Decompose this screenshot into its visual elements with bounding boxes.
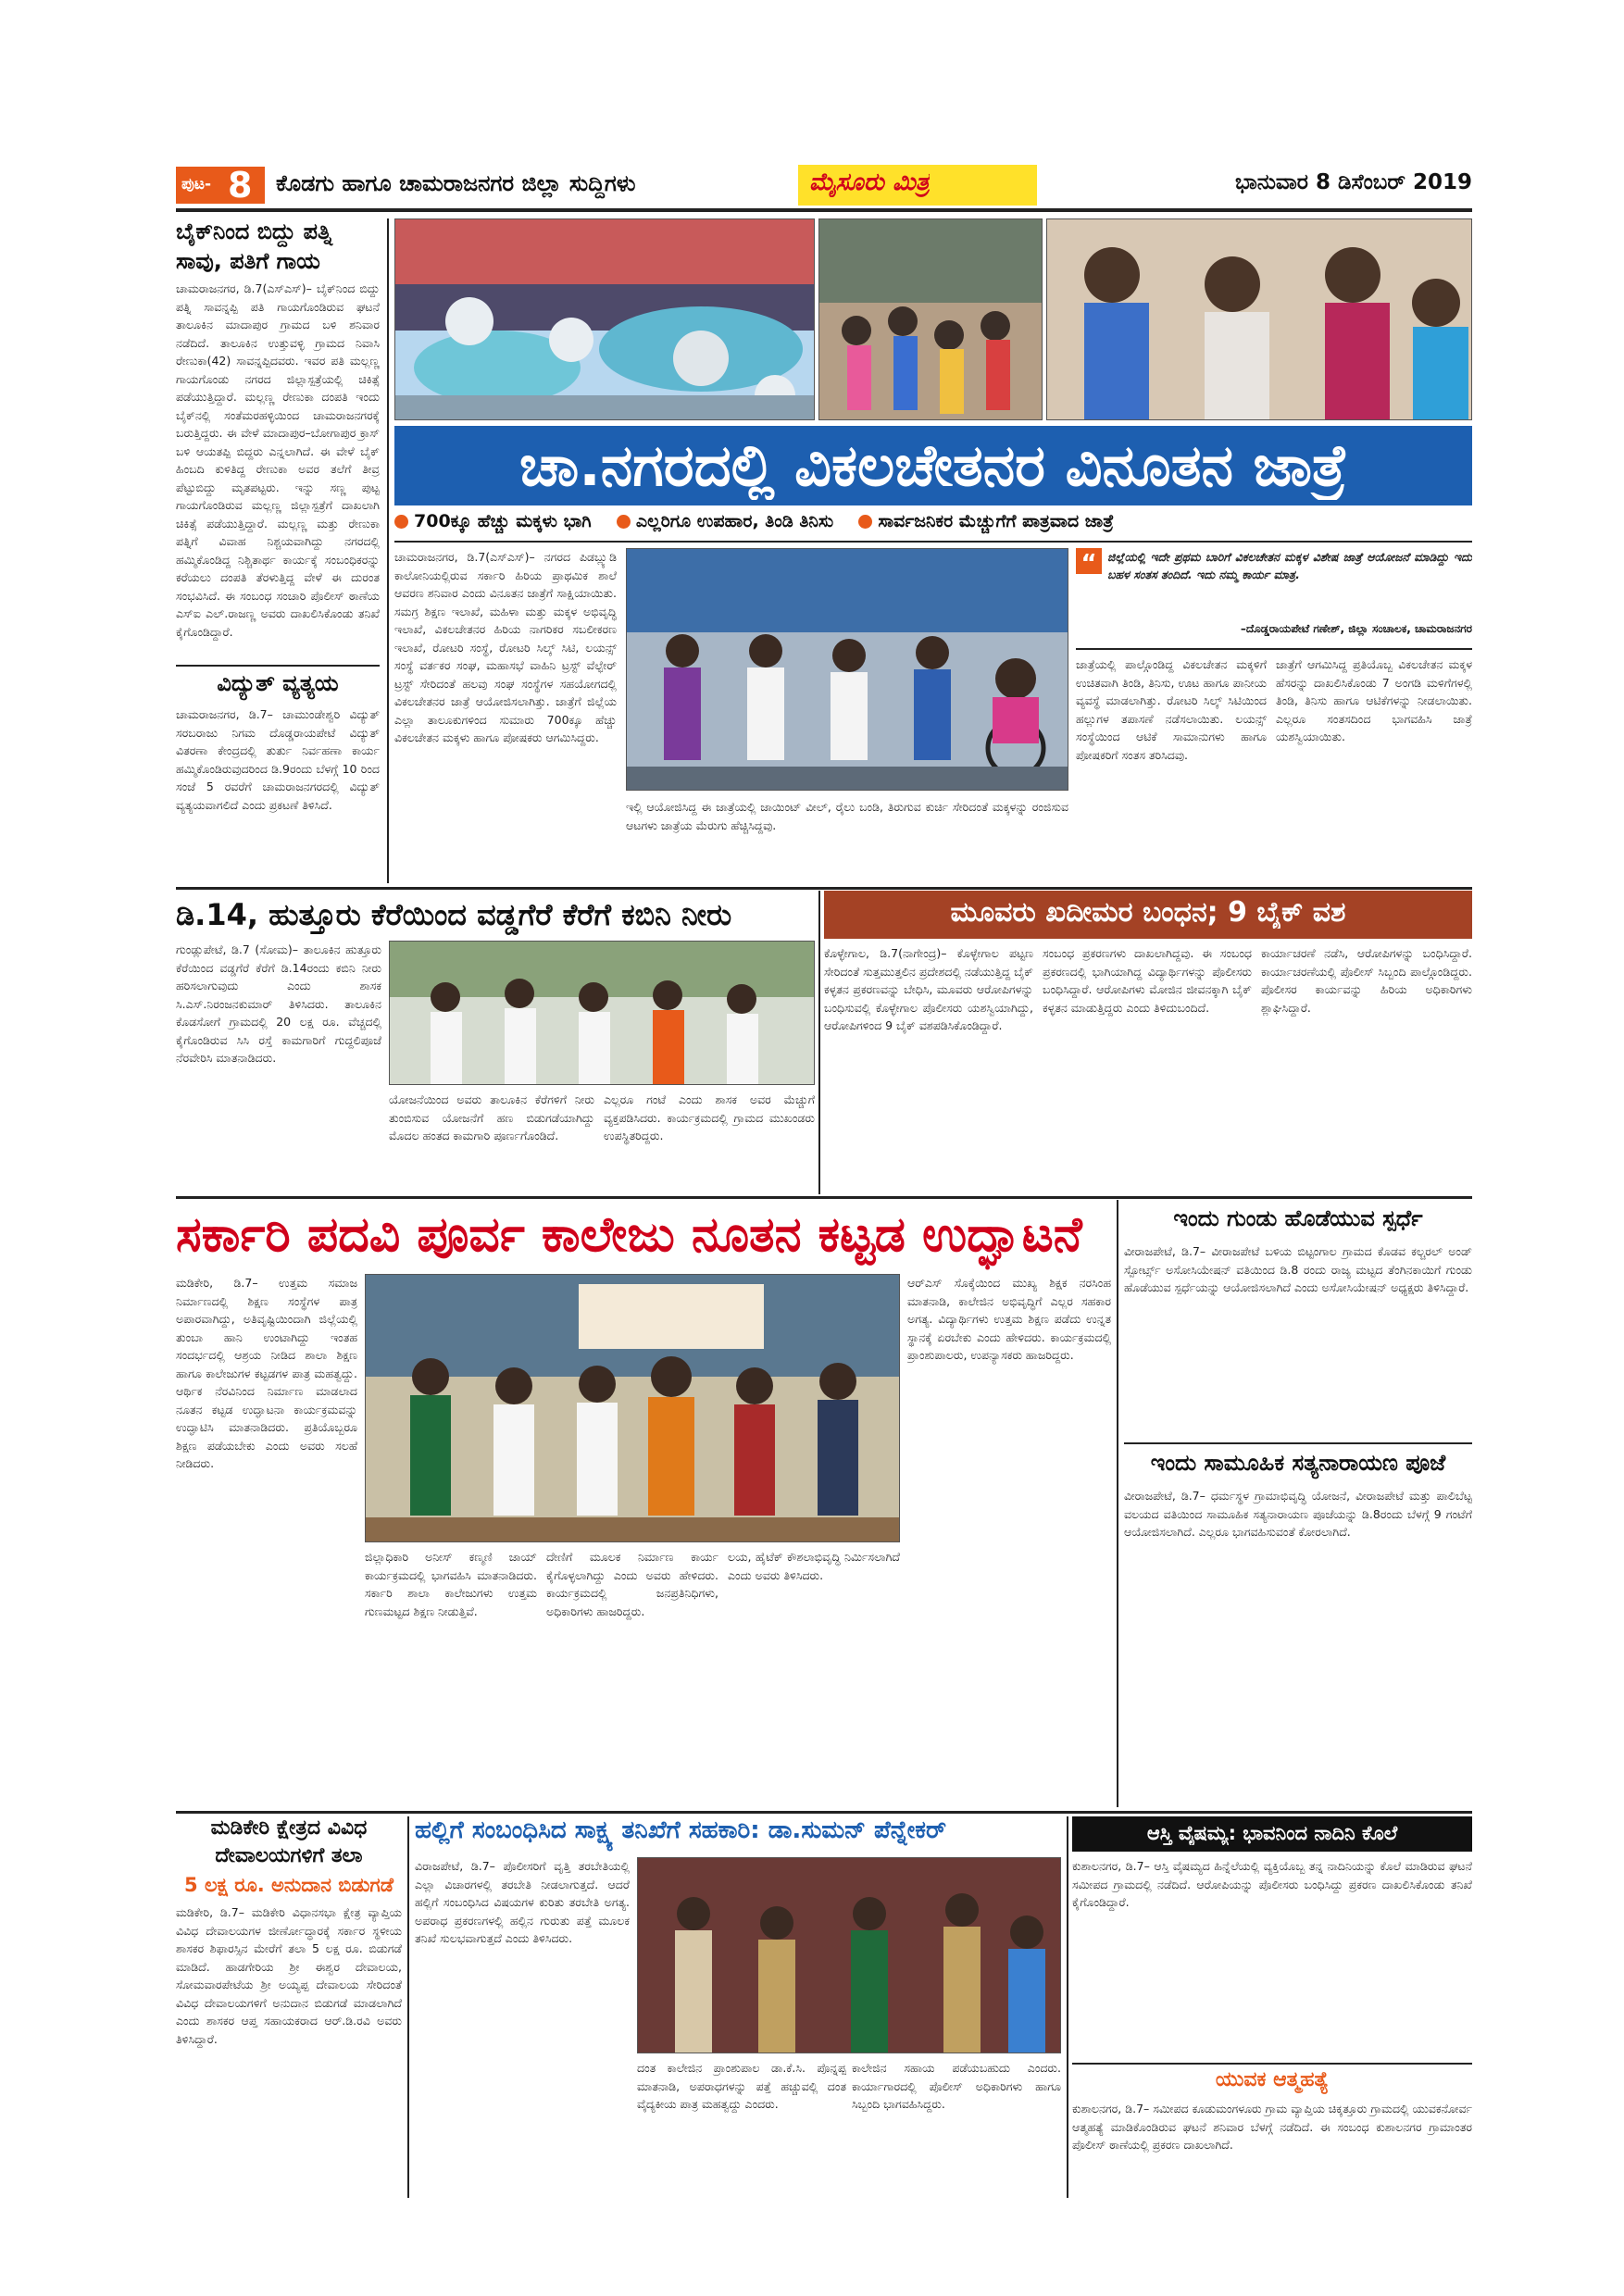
- temples-body: ಮಡಿಕೇರಿ, ಡಿ.7– ಮಡಿಕೇರಿ ವಿಧಾನಸಭಾ ಕ್ಷೇತ್ರ ವ್ಯಾಪ್ತಿಯ ವಿವಿಧ ದೇವಾಲಯಗಳ ಜೀರ್ಣೋದ್ಧಾರಕ್ಕೆ ಸರ್ಕಾರ ಸ್ಥಳೀಯ ಶಾಸಕರ ಶಿಫಾರಸ್ಸಿನ ಮೇರೆಗೆ ತಲಾ 5 ಲಕ್ಷ ರೂ. ಬಿಡುಗಡೆ ಮಾಡಿದೆ. ಹಾಡಗೇರಿಯ ಶ್ರೀ ಈಶ್ವರ ದೇವಾಲಯ, ಸೋಮವಾರಪೇಟೆಯ ಶ್ರೀ ಅಯ್ಯಪ್ಪ ದೇವಾಲಯ ಸೇರಿದಂತೆ ವಿವಿಧ ದೇವಾಲಯಗಳಿಗೆ ಅನುದಾನ ಬಿಡುಗಡೆ ಮಾಡಲಾಗಿದೆ ಎಂದು ಶಾಸಕರ ಆಪ್ತ ಸಹಾಯಕರಾದ ಆರ್.ಡಿ.ರವಿ ಅವರು ತಿಳಿಸಿದ್ದಾರೆ.: [176, 1905, 402, 2046]
- gun-pooja-rule: [1124, 1442, 1472, 1444]
- photo-crowd: [818, 218, 1043, 420]
- paper-name: ಮೈಸೂರು ಮಿತ್ರ: [809, 168, 930, 196]
- jatre-col-1: ಚಾಮರಾಜನಗರ, ಡಿ.7(ಎಸ್‌ಎಸ್)– ನಗರದ ಪಿಡಬ್ಲ್ಯುಡಿ ಕಾಲೋನಿಯಲ್ಲಿರುವ ಸರ್ಕಾರಿ ಹಿರಿಯ ಪ್ರಾಥಮಿಕ ಶಾಲೆ ಆವರಣ ಶನಿವಾರ ಎಂದು ವಿನೂತನ ಜಾತ್ರೆಗೆ ಸಾಕ್ಷಿಯಾಯಿತು. ಸಮಗ್ರ ಶಿಕ್ಷಣ ಇಲಾಖೆ, ಮಹಿಳಾ ಮತ್ತು ಮಕ್ಕಳ ಅಭಿವೃದ್ಧಿ ಇಲಾಖೆ, ವಿಕಲಚೇತನರ ಹಿರಿಯ ನಾಗರಿಕರ ಸಬಲೀಕರಣ ಇಲಾಖೆ, ರೋಟರಿ ಸಂಸ್ಥೆ, ರೋಟರಿ ಸಿಲ್ಕ್ ಸಿಟಿ, ಲಯನ್ಸ್ ಸಂಸ್ಥೆ ವರ್ತಕರ ಸಂಘ, ಮಹಾಸಭೆ ವಾಹಿನಿ ಟ್ರಸ್ಟ್ ವೆಲ್ಫೇರ್ ಟ್ರಸ್ಟ್ ಸೇರಿದಂತೆ ಹಲವು ಸಂಘ ಸಂಸ್ಥೆಗಳ ಸಹಯೋಗದಲ್ಲಿ ವಿಕಲಚೇತನರ ಜಾತ್ರೆ ಆಯೋಜಿಸಲಾಗಿತ್ತು. ಜಾತ್ರೆಗೆ ಜಿಲ್ಲೆಯ ಎಲ್ಲಾ ತಾಲೂಕುಗಳಿಂದ ಸುಮಾರು 700ಕ್ಕೂ ಹೆಚ್ಚು ವಿಕಲಚೇತನ ಮಕ್ಕಳು ಹಾಗೂ ಪೋಷಕರು ಆಗಮಿಸಿದ್ದರು.: [394, 550, 617, 744]
- murder-suicide-rule: [1072, 2063, 1472, 2065]
- dental-col-1: ವಿರಾಜಪೇಟೆ, ಡಿ.7– ಪೊಲೀಸರಿಗೆ ವೃತ್ತಿ ತರಬೇತಿಯಲ್ಲಿ ಎಲ್ಲಾ ವಿಚಾರಗಳಲ್ಲಿ ತರಬೇತಿ ನೀಡಲಾಗುತ್ತದೆ. ಆದರೆ ಹಲ್ಲಿಗೆ ಸಂಬಂಧಿಸಿದ ವಿಷಯಗಳ ಕುರಿತು ತರಬೇತಿ ಅಗತ್ಯ. ಅಪರಾಧ ಪ್ರಕರಣಗಳಲ್ಲಿ ಹಲ್ಲಿನ ಗುರುತು ಪತ್ತೆ ಮೂಲಕ ತನಿಖೆ ಸುಲಭವಾಗುತ್ತದೆ ಎಂದು ತಿಳಿಸಿದರು.: [415, 1859, 630, 1945]
- jatre-sub-3: ಸಾರ್ವಜನಿಕರ ಮೆಚ್ಚುಗೆಗೆ ಪಾತ್ರವಾದ ಜಾತ್ರೆ: [878, 511, 1114, 531]
- college-col-5: ಆರ್‌ಎಸ್ ಸೊಕ್ಕೆಯಿಂದ ಮುಖ್ಯ ಶಿಕ್ಷಕ ನರಸಿಂಹ ಮಾತನಾಡಿ, ಕಾಲೇಜಿನ ಅಭಿವೃದ್ಧಿಗೆ ಎಲ್ಲರ ಸಹಕಾರ ಅಗತ್ಯ. ವಿದ್ಯಾರ್ಥಿಗಳು ಉತ್ತಮ ಶಿಕ್ಷಣ ಪಡೆದು ಉನ್ನತ ಸ್ಥಾನಕ್ಕೆ ಏರಬೇಕು ಎಂದು ಹೇಳಿದರು. ಕಾರ್ಯಕ್ರಮದಲ್ಲಿ ಪ್ರಾಂಶುಪಾಲರು, ಉಪನ್ಯಾಸಕರು ಹಾಜರಿದ್ದರು.: [907, 1276, 1111, 1362]
- section-rule-2: [176, 1196, 1472, 1199]
- college-col-1: ಮಡಿಕೇರಿ, ಡಿ.7– ಉತ್ತಮ ಸಮಾಜ ನಿರ್ಮಾಣದಲ್ಲಿ ಶಿಕ್ಷಣ ಸಂಸ್ಥೆಗಳ ಪಾತ್ರ ಅಪಾರವಾಗಿದ್ದು, ಅತಿವೃಷ್ಟಿಯಿಂದಾಗಿ ಜಿಲ್ಲೆಯಲ್ಲಿ ತುಂಬಾ ಹಾನಿ ಉಂಟಾಗಿದ್ದು ಇಂತಹ ಸಂದರ್ಭದಲ್ಲಿ ಆಶ್ರಯ ನೀಡಿದ ಶಾಲಾ ಶಿಕ್ಷಣ ಹಾಗೂ ಕಾಲೇಜುಗಳ ಕಟ್ಟಡಗಳ ಪಾತ್ರ ಮಹತ್ವದ್ದು. ಆರ್ಥಿಕ ನೆರವಿನಿಂದ ನಿರ್ಮಾಣ ಮಾಡಲಾದ ನೂತನ ಕಟ್ಟಡ ಉದ್ಘಾಟನಾ ಕಾರ್ಯಕ್ರಮವನ್ನು ಉದ್ಘಾಟಿಸಿ ಮಾತನಾಡಿದರು. ಪ್ರತಿಯೊಬ್ಬರೂ ಶಿಕ್ಷಣ ಪಡೆಯಬೇಕು ಎಂದು ಅವರು ಸಲಹೆ ನೀಡಿದರು.: [176, 1276, 357, 1470]
- arrest-headline: ಮೂವರು ಖದೀಮರ ಬಂಧನ; 9 ಬೈಕ್ ವಶ: [950, 896, 1346, 929]
- jatre-col-2: ಇಲ್ಲಿ ಆಯೋಜಿಸಿದ್ದ ಈ ಜಾತ್ರೆಯಲ್ಲಿ ಜಾಯಿಂಟ್ ವೀಲ್, ರೈಲು ಬಂಡಿ, ತಿರುಗುವ ಕುರ್ಚಿ ಸೇರಿದಂತೆ ಮಕ್ಕಳನ್ನು ರಂಜಿಸುವ ಆಟಗಳು ಜಾತ್ರೆಯ ಮೆರುಗು ಹೆಚ್ಚಿಸಿದ್ದವು.: [626, 800, 1068, 832]
- bike-body: ಚಾಮರಾಜನಗರ, ಡಿ.7(ಎಸ್‌ಎಸ್)– ಬೈಕ್‌ನಿಂದ ಬಿದ್ದು ಪತ್ನಿ ಸಾವನ್ನಪ್ಪಿ ಪತಿ ಗಾಯಗೊಂಡಿರುವ ಘಟನೆ ತಾಲೂಕಿನ ಮಾದಾಪುರ ಗ್ರಾಮದ ಬಳಿ ಶನಿವಾರ ನಡೆದಿದೆ. ತಾಲೂಕಿನ ಉತ್ತುವಳ್ಳಿ ಗ್ರಾಮದ ನಿವಾಸಿ ರೇಣುಕಾ(42) ಸಾವನ್ನಪ್ಪಿದವರು. ಇವರ ಪತಿ ಮಲ್ಲಣ್ಣ ಗಾಯಗೊಂಡು ನಗರದ ಜಿಲ್ಲಾಸ್ಪತ್ರೆಯಲ್ಲಿ ಚಿಕಿತ್ಸೆ ಪಡೆಯುತ್ತಿದ್ದಾರೆ. ಮಲ್ಲಣ್ಣ ರೇಣುಕಾ ದಂಪತಿ ಇಂದು ಬೈಕ್‌ನಲ್ಲಿ ಸಂತೆಮರಹಳ್ಳಿಯಿಂದ ಚಾಮರಾಜನಗರಕ್ಕೆ ಬರುತ್ತಿದ್ದರು. ಈ ವೇಳೆ ಮಾದಾಪುರ–ಬೋಗಾಪುರ ಕ್ರಾಸ್ ಬಳಿ ಆಯತಪ್ಪಿ ಬಿದ್ದರು ಎನ್ನಲಾಗಿದೆ. ಈ ವೇಳೆ ಬೈಕ್ ಹಿಂಬದಿ ಕುಳಿತಿದ್ದ ರೇಣುಕಾ ಅವರ ತಲೆಗೆ ತೀವ್ರ ಪೆಟ್ಟುಬಿದ್ದು ಮೃತಪಟ್ಟರು. ಇನ್ನು ಸಣ್ಣ ಪುಟ್ಟ ಗಾಯಗೊಂಡಿರುವ ಮಲ್ಲಣ್ಣ ಜಿಲ್ಲಾಸ್ಪತ್ರೆಗೆ ದಾಖಲಾಗಿ ಚಿಕಿತ್ಸೆ ಪಡೆಯುತ್ತಿದ್ದಾರೆ. ಮಲ್ಲಣ್ಣ ಮತ್ತು ರೇಣುಕಾ ಪತ್ನಿಗೆ ವಿವಾಹ ನಿಶ್ಚಯವಾಗಿದ್ದು ನಗರದಲ್ಲಿ ಹಮ್ಮಿಕೊಂಡಿದ್ದ ನಿಶ್ಚಿತಾರ್ಥ ಕಾರ್ಯಕ್ಕೆ ಸಂಬಂಧಿಕರನ್ನು ಕರೆಯಲು ದಂಪತಿ ತೆರಳುತ್ತಿದ್ದ ವೇಳೆ ಈ ದುರಂತ ಸಂಭವಿಸಿದೆ. ಈ ಸಂಬಂಧ ಸಂಚಾರಿ ಪೊಲೀಸ್ ಠಾಣೆಯ ಎಸ್‌ಐ ಎಲ್.ರಾಜಣ್ಣ ಅವರು ದಾಖಲಿಸಿಕೊಂಡು ತನಿಖೆ ಕೈಗೊಂಡಿದ್ದಾರೆ.: [176, 281, 380, 639]
- temples-divider: [407, 1816, 409, 2198]
- jatre-quote-author: –ದೊಡ್ಡರಾಯಪೇಟೆ ಗಣೇಶ್, ಜಿಲ್ಲಾ ಸಂಚಾಲಕ, ಚಾಮರಾಜನಗರ: [1240, 622, 1472, 635]
- left-col-divider: [387, 218, 389, 883]
- section-rule-1: [176, 887, 1472, 890]
- bike-headline-1: ಬೈಕ್‌ನಿಂದ ಬಿದ್ದು ಪತ್ನಿ: [176, 218, 332, 244]
- photo-fair-rides: [394, 218, 815, 420]
- dental-col-3: ಕಾಲೇಜಿನ ಸಹಾಯ ಪಡೆಯಬಹುದು ಎಂದರು. ಕಾರ್ಯಾಗಾರದಲ್ಲಿ ಪೊಲೀಸ್ ಅಧಿಕಾರಿಗಳು ಹಾಗೂ ಸಿಬ್ಬಂದಿ ಭಾಗವಹಿಸಿದ್ದರು.: [852, 2061, 1061, 2111]
- paper-name-box: [798, 165, 1037, 206]
- pooja-headline: ಇಂದು ಸಾಮೂಹಿಕ ಸತ್ಯನಾರಾಯಣ ಪೂಜೆ: [1150, 1450, 1446, 1476]
- water-arrest-divider: [818, 891, 820, 1194]
- photo-dental-check: [1046, 218, 1472, 420]
- arrest-banner: [824, 891, 1472, 939]
- quote-rule: [1076, 648, 1472, 650]
- power-headline: ವಿದ್ಯುತ್ ವ್ಯತ್ಯಯ: [217, 670, 339, 696]
- jatre-sub-1: 700ಕ್ಕೂ ಹೆಚ್ಚು ಮಕ್ಕಳು ಭಾಗಿ: [414, 511, 592, 531]
- gun-body: ವೀರಾಜಪೇಟೆ, ಡಿ.7– ವೀರಾಜಪೇಟೆ ಬಳಿಯ ಬಿಟ್ಟಂಗಾಲ ಗ್ರಾಮದ ಕೊಡವ ಕಲ್ಚರಲ್ ಅಂಡ್ ಸ್ಪೋರ್ಟ್ಸ್ ಅಸೋಸಿಯೇಷನ್ ವತಿಯಿಂದ ಡಿ.8 ರಂದು ರಾಜ್ಯ ಮಟ್ಟದ ತೆಂಗಿನಕಾಯಿಗೆ ಗುಂಡು ಹೊಡೆಯುವ ಸ್ಪರ್ಧೆಯನ್ನು ಆಯೋಜಿಸಲಾಗಿದೆ ಎಂದು ಅಸೋಸಿಯೇಷನ್ ಅಧ್ಯಕ್ಷರು ತಿಳಿಸಿದ್ದಾರೆ.: [1124, 1244, 1472, 1294]
- murder-headline: ಆಸ್ತಿ ವೈಷಮ್ಯ: ಭಾವನಿಂದ ನಾದಿನಿ ಕೊಲೆ: [1146, 1822, 1398, 1844]
- photo-college-inauguration: [365, 1274, 900, 1542]
- section-rule-3: [176, 1811, 1472, 1814]
- dental-divider: [1067, 1816, 1068, 2198]
- jatre-quote-box: [1076, 548, 1472, 644]
- jatre-banner: [394, 426, 1472, 505]
- photo-jatre-event: [626, 548, 1068, 791]
- masthead-rule: [176, 208, 1472, 212]
- water-headline: ಡಿ.14, ಹುತ್ತೂರು ಕೆರೆಯಿಂದ ವಡ್ಡಗೆರೆ ಕೆರೆಗೆ ಕಬಿನಿ ನೀರು: [176, 897, 732, 932]
- power-rule: [176, 665, 380, 667]
- college-col-2: ಜಿಲ್ಲಾಧಿಕಾರಿ ಅನೀಸ್ ಕಣ್ಮಣಿ ಜಾಯ್ ಕಾರ್ಯಕ್ರಮದಲ್ಲಿ ಭಾಗವಹಿಸಿ ಮಾತನಾಡಿದರು. ಸರ್ಕಾರಿ ಶಾಲಾ ಕಾಲೇಜುಗಳು ಉತ್ತಮ ಗುಣಮಟ್ಟದ ಶಿಕ್ಷಣ ನೀಡುತ್ತಿವೆ.: [365, 1550, 537, 1618]
- pooja-body: ವೀರಾಜಪೇಟೆ, ಡಿ.7– ಧರ್ಮಸ್ಥಳ ಗ್ರಾಮಾಭಿವೃದ್ಧಿ ಯೋಜನೆ, ವೀರಾಜಪೇಟೆ ಮತ್ತು ಪಾಲಿಬೆಟ್ಟ ವಲಯದ ವತಿಯಿಂದ ಸಾಮೂಹಿಕ ಸತ್ಯನಾರಾಯಣ ಪೂಜೆಯನ್ನು ಡಿ.8ರಂದು ಬೆಳಗ್ಗೆ 9 ಗಂಟೆಗೆ ಆಯೋಜಿಸಲಾಗಿದೆ. ಎಲ್ಲರೂ ಭಾಗವಹಿಸುವಂತೆ ಕೋರಲಾಗಿದೆ.: [1124, 1489, 1472, 1539]
- bike-story: [176, 218, 380, 661]
- college-col-3: ದೇಣಿಗೆ ಮೂಲಕ ನಿರ್ಮಾಣ ಕಾರ್ಯ ಕೈಗೊಳ್ಳಲಾಗಿದ್ದು ಎಂದು ಅವರು ಹೇಳಿದರು. ಕಾರ್ಯಕ್ರಮದಲ್ಲಿ ಜನಪ್ರತಿನಿಧಿಗಳು, ಅಧಿಕಾರಿಗಳು ಹಾಜರಿದ್ದರು.: [546, 1550, 718, 1618]
- page-number-badge: [176, 167, 265, 204]
- arrest-col-1: ಕೊಳ್ಳೇಗಾಲ, ಡಿ.7(ನಾಗೇಂದ್ರ)– ಕೊಳ್ಳೇಗಾಲ ಪಟ್ಟಣ ಸೇರಿದಂತೆ ಸುತ್ತಮುತ್ತಲಿನ ಪ್ರದೇಶದಲ್ಲಿ ನಡೆಯುತ್ತಿದ್ದ ಬೈಕ್ ಕಳ್ಳತನ ಪ್ರಕರಣವನ್ನು ಬೇಧಿಸಿ, ಮೂವರು ಆರೋಪಿಗಳನ್ನು ಬಂಧಿಸುವಲ್ಲಿ ಕೊಳ್ಳೇಗಾಲ ಪೊಲೀಸರು ಯಶಸ್ವಿಯಾಗಿದ್ದು, ಆರೋಪಿಗಳಿಂದ 9 ಬೈಕ್ ವಶಪಡಿಸಿಕೊಂಡಿದ್ದಾರೆ.: [824, 946, 1033, 1032]
- suicide-body: ಕುಶಾಲನಗರ, ಡಿ.7– ಸಮೀಪದ ಕೂಡುಮಂಗಳೂರು ಗ್ರಾಮ ವ್ಯಾಪ್ತಿಯ ಚಿಕ್ಕತ್ತೂರು ಗ್ರಾಮದಲ್ಲಿ ಯುವಕನೋರ್ವ ಆತ್ಮಹತ್ಯೆ ಮಾಡಿಕೊಂಡಿರುವ ಘಟನೆ ಶನಿವಾರ ಬೆಳಗ್ಗೆ ನಡೆದಿದೆ. ಈ ಸಂಬಂಧ ಕುಶಾಲನಗರ ಗ್ರಾಮಾಂತರ ಪೊಲೀಸ್ ಠಾಣೆಯಲ್ಲಿ ಪ್ರಕರಣ ದಾಖಲಾಗಿದೆ.: [1072, 2102, 1472, 2152]
- water-col-3: ಎಲ್ಲರೂ ಗಂಟೆ ಎಂದು ಶಾಸಕ ಅವರ ಮೆಚ್ಚುಗೆ ವ್ಯಕ್ತಪಡಿಸಿದರು. ಕಾರ್ಯಕ್ರಮದಲ್ಲಿ ಗ್ರಾಮದ ಮುಖಂಡರು ಉಪಸ್ಥಿತರಿದ್ದರು.: [604, 1092, 815, 1142]
- jatre-col-4: ಜಾತ್ರೆಗೆ ಆಗಮಿಸಿದ್ದ ಪ್ರತಿಯೊಬ್ಬ ವಿಕಲಚೇತನ ಮಕ್ಕಳ ಹೆಸರನ್ನು ದಾಖಲಿಸಿಕೊಂಡು 7 ಅಂಗಡಿ ಮಳಿಗೆಗಳಲ್ಲಿ ತಿಂಡಿ, ತಿನಿಸು ಹಾಗೂ ಆಟಿಕೆಗಳನ್ನು ನೀಡಲಾಯಿತು. ಎಲ್ಲರೂ ಸಂತಸದಿಂದ ಭಾಗವಹಿಸಿ ಜಾತ್ರೆ ಯಶಸ್ವಿಯಾಯಿತು.: [1276, 657, 1472, 743]
- water-col-2: ಯೋಜನೆಯಿಂದ ಅವರು ತಾಲೂಕಿನ ಕೆರೆಗಳಿಗೆ ನೀರು ತುಂಬಿಸುವ ಯೋಜನೆಗೆ ಹಣ ಬಿಡುಗಡೆಯಾಗಿದ್ದು ಮೊದಲ ಹಂತದ ಕಾಮಗಾರಿ ಪೂರ್ಣಗೊಂಡಿದೆ.: [389, 1092, 594, 1142]
- quote-icon: “: [1076, 548, 1102, 574]
- jatre-sub-rule: [394, 541, 1472, 543]
- photo-water-ceremony: [389, 941, 815, 1085]
- temples-subhead: 5 ಲಕ್ಷ ರೂ. ಅನುದಾನ ಬಿಡುಗಡೆ: [184, 1874, 394, 1896]
- section-title: ಕೊಡಗು ಹಾಗೂ ಚಾಮರಾಜನಗರ ಜಿಲ್ಲಾ ಸುದ್ದಿಗಳು: [276, 170, 636, 196]
- gun-headline: ಇಂದು ಗುಂಡು ಹೊಡೆಯುವ ಸ್ಪರ್ಧೆ: [1173, 1205, 1423, 1231]
- arrest-col-3: ಕಾರ್ಯಾಚರಣೆ ನಡೆಸಿ, ಆರೋಪಿಗಳನ್ನು ಬಂಧಿಸಿದ್ದಾರೆ. ಕಾರ್ಯಾಚರಣೆಯಲ್ಲಿ ಪೊಲೀಸ್ ಸಿಬ್ಬಂದಿ ಪಾಲ್ಗೊಂಡಿದ್ದರು. ಪೊಲೀಸರ ಕಾರ್ಯವನ್ನು ಹಿರಿಯ ಅಧಿಕಾರಿಗಳು ಶ್ಲಾಘಿಸಿದ್ದಾರೆ.: [1261, 946, 1472, 1015]
- jatre-headline: ಚಾ.ನಗರದಲ್ಲಿ ವಿಕಲಚೇತನರ ವಿನೂತನ ಜಾತ್ರೆ: [519, 431, 1347, 499]
- suicide-headline: ಯುವಕ ಆತ್ಮಹತ್ಯೆ: [1215, 2068, 1330, 2091]
- dental-col-2: ದಂತ ಕಾಲೇಜಿನ ಪ್ರಾಂಶುಪಾಲ ಡಾ.ಕೆ.ಸಿ. ಪೊನ್ನಪ್ಪ ಮಾತನಾಡಿ, ಅಪರಾಧಗಳನ್ನು ಪತ್ತೆ ಹಚ್ಚುವಲ್ಲಿ ದಂತ ವೈದ್ಯಕೀಯ ಪಾತ್ರ ಮಹತ್ವದ್ದು ಎಂದರು.: [637, 2061, 846, 2111]
- power-body: ಚಾಮರಾಜನಗರ, ಡಿ.7– ಚಾಮುಂಡೇಶ್ವರಿ ವಿದ್ಯುತ್ ಸರಬರಾಜು ನಿಗಮ ದೊಡ್ಡರಾಯಪೇಟೆ ವಿದ್ಯುತ್ ವಿತರಣಾ ಕೇಂದ್ರದಲ್ಲಿ ತುರ್ತು ನಿರ್ವಹಣಾ ಕಾರ್ಯ ಹಮ್ಮಿಕೊಂಡಿರುವುದರಿಂದ ಡಿ.9ರಂದು ಬೆಳಗ್ಗೆ 10 ರಿಂದ ಸಂಜೆ 5 ರವರೆಗೆ ಚಾಮರಾಜನಗರದಲ್ಲಿ ವಿದ್ಯುತ್ ವ್ಯತ್ಯಯವಾಗಲಿದೆ ಎಂದು ಪ್ರಕಟಣೆ ತಿಳಿಸಿದೆ.: [176, 707, 380, 812]
- power-story: [176, 670, 380, 883]
- temples-story: [176, 1816, 402, 2198]
- page-num: 8: [228, 165, 253, 206]
- temples-headline-1: ಮಡಿಕೇರಿ ಕ್ಷೇತ್ರದ ವಿವಿಧ: [210, 1816, 368, 1840]
- college-headline: ಸರ್ಕಾರಿ ಪದವಿ ಪೂರ್ವ ಕಾಲೇಜು ನೂತನ ಕಟ್ಟಡ ಉದ್ಘಾಟನೆ: [176, 1207, 1082, 1263]
- bullet-icon: [394, 515, 408, 529]
- photo-dental-workshop: [637, 1857, 1061, 2053]
- murder-banner: [1072, 1816, 1472, 1852]
- bullet-icon: [858, 515, 872, 529]
- dental-headline: ಹಲ್ಲಿಗೆ ಸಂಬಂಧಿಸಿದ ಸಾಕ್ಷ್ಯ ತನಿಖೆಗೆ ಸಹಕಾರಿ: ಡಾ.ಸುಮನ್ ಪೆನ್ನೇಕರ್: [415, 1816, 947, 1844]
- college-col-4: ಲಯ, ಹೈಟೆಕ್ ಕೌಶಲಾಭಿವೃದ್ಧಿ ನಿರ್ಮಿಸಲಾಗಿದೆ ಎಂದು ಅವರು ತಿಳಿಸಿದರು.: [728, 1550, 900, 1582]
- temples-headline-2: ದೇವಾಲಯಗಳಿಗೆ ತಲಾ: [215, 1844, 363, 1867]
- bullet-icon: [617, 515, 631, 529]
- issue-date: ಭಾನುವಾರ 8 ಡಿಸೆಂಬರ್ 2019: [1234, 170, 1472, 194]
- college-gun-divider: [1117, 1200, 1118, 1807]
- bike-headline-2: ಸಾವು, ಪತಿಗೆ ಗಾಯ: [176, 248, 320, 274]
- murder-body: ಕುಶಾಲನಗರ, ಡಿ.7– ಆಸ್ತಿ ವೈಷಮ್ಯದ ಹಿನ್ನೆಲೆಯಲ್ಲಿ ವ್ಯಕ್ತಿಯೊಬ್ಬ ತನ್ನ ನಾದಿನಿಯನ್ನು ಕೊಲೆ ಮಾಡಿರುವ ಘಟನೆ ಸಮೀಪದ ಗ್ರಾಮದಲ್ಲಿ ನಡೆದಿದೆ. ಆರೋಪಿಯನ್ನು ಪೊಲೀಸರು ಬಂಧಿಸಿದ್ದು ಪ್ರಕರಣ ದಾಖಲಿಸಿಕೊಂಡು ತನಿಖೆ ಕೈಗೊಂಡಿದ್ದಾರೆ.: [1072, 1859, 1472, 1909]
- page-label: ಪುಟ-: [181, 175, 211, 193]
- jatre-sub-2: ಎಲ್ಲರಿಗೂ ಉಪಹಾರ, ತಿಂಡಿ ತಿನಿಸು: [635, 511, 834, 531]
- jatre-col-3: ಜಾತ್ರೆಯಲ್ಲಿ ಪಾಲ್ಗೊಂಡಿದ್ದ ವಿಕಲಚೇತನ ಮಕ್ಕಳಿಗೆ ಉಚಿತವಾಗಿ ತಿಂಡಿ, ತಿನಿಸು, ಊಟ ಹಾಗೂ ಪಾನೀಯ ವ್ಯವಸ್ಥೆ ಮಾಡಲಾಗಿತ್ತು. ರೋಟರಿ ಸಿಲ್ಕ್ ಸಿಟಿಯಿಂದ ಹಲ್ಲುಗಳ ತಪಾಸಣೆ ನಡೆಸಲಾಯಿತು. ಲಯನ್ಸ್ ಸಂಸ್ಥೆಯಿಂದ ಆಟಿಕೆ ಸಾಮಾನುಗಳು ಹಾಗೂ ಪೋಷಕರಿಗೆ ಸಂತಸ ತರಿಸಿದವು.: [1076, 657, 1267, 762]
- water-col-1: ಗುಂಡ್ಲುಪೇಟೆ, ಡಿ.7 (ಸೋಮ)– ತಾಲೂಕಿನ ಹುತ್ತೂರು ಕೆರೆಯಿಂದ ವಡ್ಡಗೆರೆ ಕೆರೆಗೆ ಡಿ.14ರಂದು ಕಬಿನಿ ನೀರು ಹರಿಸಲಾಗುವುದು ಎಂದು ಶಾಸಕ ಸಿ.ಎಸ್.ನಿರಂಜನಕುಮಾರ್ ತಿಳಿಸಿದರು. ತಾಲೂಕಿನ ಕೊಡಸೋಗೆ ಗ್ರಾಮದಲ್ಲಿ 20 ಲಕ್ಷ ರೂ. ವೆಚ್ಚದಲ್ಲಿ ಕೈಗೊಂಡಿರುವ ಸಿಸಿ ರಸ್ತೆ ಕಾಮಗಾರಿಗೆ ಗುದ್ದಲಿಪೂಜೆ ನೆರವೇರಿಸಿ ಮಾತನಾಡಿದರು.: [176, 942, 381, 1065]
- jatre-subheads: [394, 511, 1472, 539]
- masthead: [176, 165, 1472, 206]
- jatre-quote: ಜಿಲ್ಲೆಯಲ್ಲಿ ಇದೇ ಪ್ರಥಮ ಬಾರಿಗೆ ವಿಕಲಚೇತನ ಮಕ್ಕಳ ವಿಶೇಷ ಜಾತ್ರೆ ಆಯೋಜನೆ ಮಾಡಿದ್ದು ಇದು ಬಹಳ ಸಂತಸ ತಂದಿದೆ. ಇದು ನಮ್ಮ ಕಾರ್ಯ ಮಾತ್ರ.: [1107, 550, 1472, 581]
- arrest-col-2: ಸಂಬಂಧ ಪ್ರಕರಣಗಳು ದಾಖಲಾಗಿದ್ದವು. ಈ ಸಂಬಂಧ ಪ್ರಕರಣದಲ್ಲಿ ಭಾಗಿಯಾಗಿದ್ದ ವಿದ್ಯಾರ್ಥಿಗಳನ್ನು ಪೊಲೀಸರು ಬಂಧಿಸಿದ್ದಾರೆ. ಆರೋಪಿಗಳು ಮೋಜಿನ ಜೀವನಕ್ಕಾಗಿ ಬೈಕ್ ಕಳ್ಳತನ ಮಾಡುತ್ತಿದ್ದರು ಎಂದು ತಿಳಿದುಬಂದಿದೆ.: [1043, 946, 1252, 1015]
